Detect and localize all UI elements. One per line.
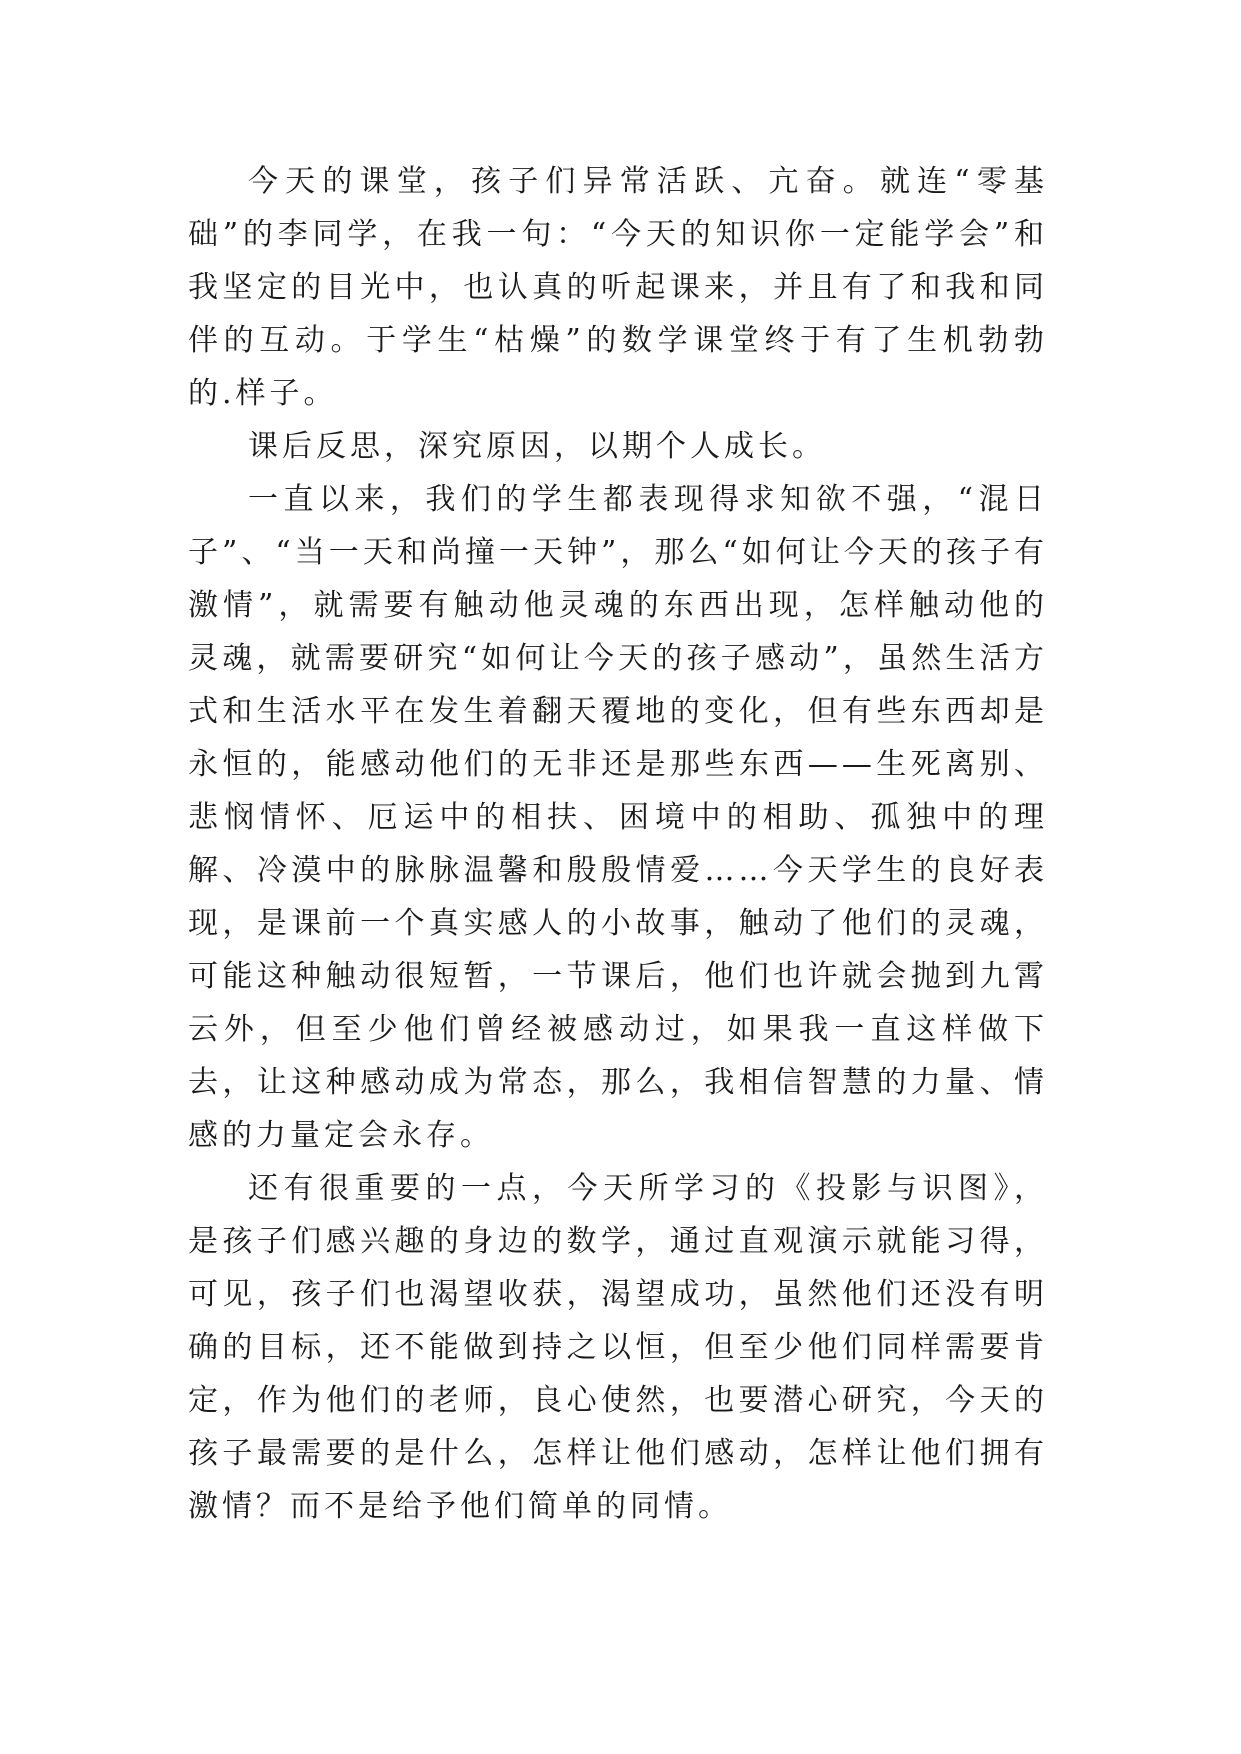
document-body bbox=[188, 155, 1048, 1533]
paragraph-4: 还有很重要的一点，今天所学习的《投影与识图》，是孩子们感兴趣的身边的数学，通过直观演示就能习得，可见，孩子们也渴望收获，渴望成功，虽然他们还没有明确的目标，还不能做到持之以恒，但至少他们同样需要肯定，作为他们的老师，良心使然，也要潜心研究，今天的孩子最需要的是什么，怎样让他们感动，怎样让他们拥有激情？而不是给予他们简单的同情。 bbox=[188, 1171, 1048, 1524]
paragraph-2: 课后反思，深究原因，以期个人成长。 bbox=[248, 429, 826, 464]
paragraph-3: 一直以来，我们的学生都表现得求知欲不强，“混日子”、“当一天和尚撞一天钟”，那么“如何让今天的孩子有激情”，就需要有触动他灵魂的东西出现，怎样触动他的灵魂，就需要研究“如何让今天的孩子感动”，虽然生活方式和生活水平在发生着翻天覆地的变化，但有些东西却是永恒的，能感动他们的无非还是那些东西——生死离别、悲悯情怀、厄运中的相扶、困境中的相助、孤独中的理解、冷漠中的脉脉温馨和殷殷情爱……今天学生的良好表现，是课前一个真实感人的小故事，触动了他们的灵魂，可能这种触动很短暂，一节课后，他们也许就会抛到九霄云外，但至少他们曾经被感动过，如果我一直这样做下去，让这种感动成为常态，那么，我相信智慧的力量、情感的力量定会永存。 bbox=[188, 482, 1048, 1153]
paragraph-1: 今天的课堂，孩子们异常活跃、亢奋。就连“零基础”的李同学，在我一句：“今天的知识你一定能学会”和我坚定的目光中，也认真的听起课来，并且有了和我和同伴的互动。于学生“枯燥”的数学课堂终于有了生机勃勃的.样子。 bbox=[188, 164, 1048, 411]
